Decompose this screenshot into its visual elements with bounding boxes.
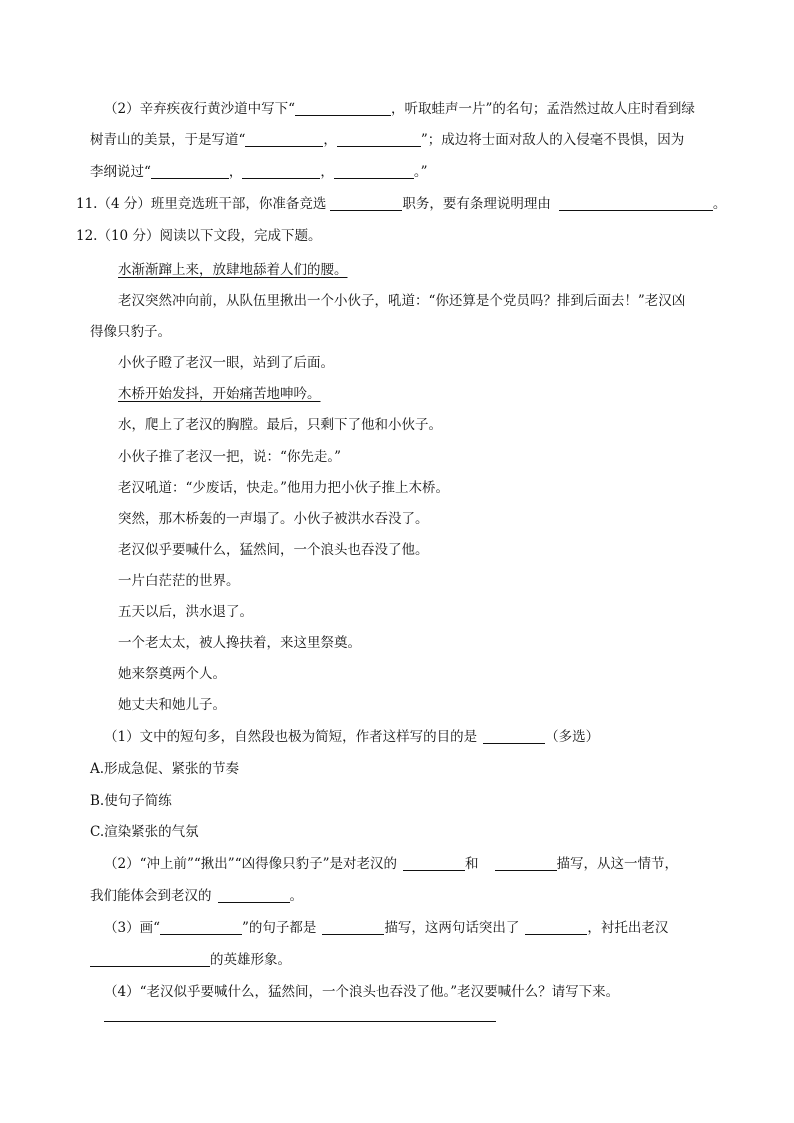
q10-2-line1: （2）辛弃疾夜行黄沙道中写下“ ，听取蛙声一片”的名句；孟浩然过故人庄时看到绿 <box>104 101 695 117</box>
passage-paragraph: 得像只豹子。 <box>90 324 171 340</box>
answer-blank[interactable] <box>330 196 402 211</box>
passage-paragraph: 小伙子瞪了老汉一眼，站到了后面。 <box>118 355 334 371</box>
option-b: B.使句子简练 <box>90 793 172 809</box>
answer-blank[interactable] <box>242 164 320 179</box>
option-c: C.渲染紧张的气氛 <box>90 824 199 840</box>
sub-question-3: （3）画“ ”的句子都是 描写，这两句话突出了 ，衬托出老汉 <box>104 920 669 936</box>
passage-paragraph: 她来祭奠两个人。 <box>118 666 226 682</box>
passage-paragraph: 老汉吼道：“少废话，快走。”他用力把小伙子推上木桥。 <box>118 480 450 496</box>
answer-blank[interactable] <box>525 920 587 935</box>
answer-blank[interactable] <box>218 888 290 903</box>
answer-line[interactable] <box>104 1021 496 1022</box>
q10-2-line3: 李纲说过“ ， ， 。” <box>90 164 428 180</box>
passage-paragraph: 水，爬上了老汉的胸膛。最后，只剩下了他和小伙子。 <box>118 417 442 433</box>
passage-paragraph: 一个老太太，被人搀扶着，来这里祭奠。 <box>118 635 361 651</box>
answer-blank[interactable] <box>322 920 384 935</box>
underlined-sentence-1: 水渐渐蹿上来，放肆地舔着人们的腰。 <box>118 262 348 278</box>
answer-blank[interactable] <box>151 164 229 179</box>
sub-question-4: （4）“老汉似乎要喊什么，猛然间，一个浪头也吞没了他。”老汉要喊什么？请写下来。 <box>104 984 620 1000</box>
q11-line: 11.（4 分）班里竞选班干部，你准备竞选 职务，要有条理说明理由 。 <box>76 196 727 212</box>
passage-paragraph: 老汉似乎要喊什么，猛然间，一个浪头也吞没了他。 <box>118 542 429 558</box>
underlined-sentence-2: 木桥开始发抖，开始痛苦地呻吟。 <box>118 386 321 402</box>
answer-blank[interactable] <box>559 196 713 211</box>
passage-paragraph: 突然，那木桥轰的一声塌了。小伙子被洪水吞没了。 <box>118 511 429 527</box>
passage-paragraph: 老汉突然冲向前，从队伍里揪出一个小伙子，吼道：“你还算是个党员吗？排到后面去！”老汉凶 <box>118 293 686 309</box>
answer-blank[interactable] <box>337 132 421 147</box>
sub-question-3-cont: 的英雄形象。 <box>90 951 291 969</box>
q12-header: 12.（10 分）阅读以下文段，完成下题。 <box>76 228 322 244</box>
q10-2-line2: 树青山的美景，于是写道“ ， ”；成边将士面对敌人的入侵毫不畏惧，因为 <box>90 132 685 148</box>
answer-blank[interactable] <box>160 920 242 935</box>
passage-paragraph: 她丈夫和她儿子。 <box>118 697 226 713</box>
passage-paragraph: 五天以后，洪水退了。 <box>118 604 253 620</box>
sub-question-1: （1）文中的短句多，自然段也极为简短，作者这样写的目的是 （多选） <box>104 729 600 745</box>
sub-question-2: （2）“冲上前”“揪出”“凶得像只豹子”是对老汉的 和 描写，从这一情节， <box>104 856 678 872</box>
sub-question-2-cont: 我们能体会到老汉的 。 <box>90 888 303 904</box>
option-a: A.形成急促、紧张的节奏 <box>90 761 240 777</box>
answer-blank[interactable] <box>90 952 210 967</box>
answer-blank[interactable] <box>495 856 557 871</box>
passage-paragraph: 一片白茫茫的世界。 <box>118 573 240 589</box>
answer-blank[interactable] <box>295 101 391 116</box>
answer-blank[interactable] <box>245 132 323 147</box>
answer-blank[interactable] <box>483 729 545 744</box>
answer-blank[interactable] <box>334 164 414 179</box>
passage-paragraph: 小伙子推了老汉一把，说：“你先走。” <box>118 449 342 465</box>
answer-blank[interactable] <box>403 856 465 871</box>
